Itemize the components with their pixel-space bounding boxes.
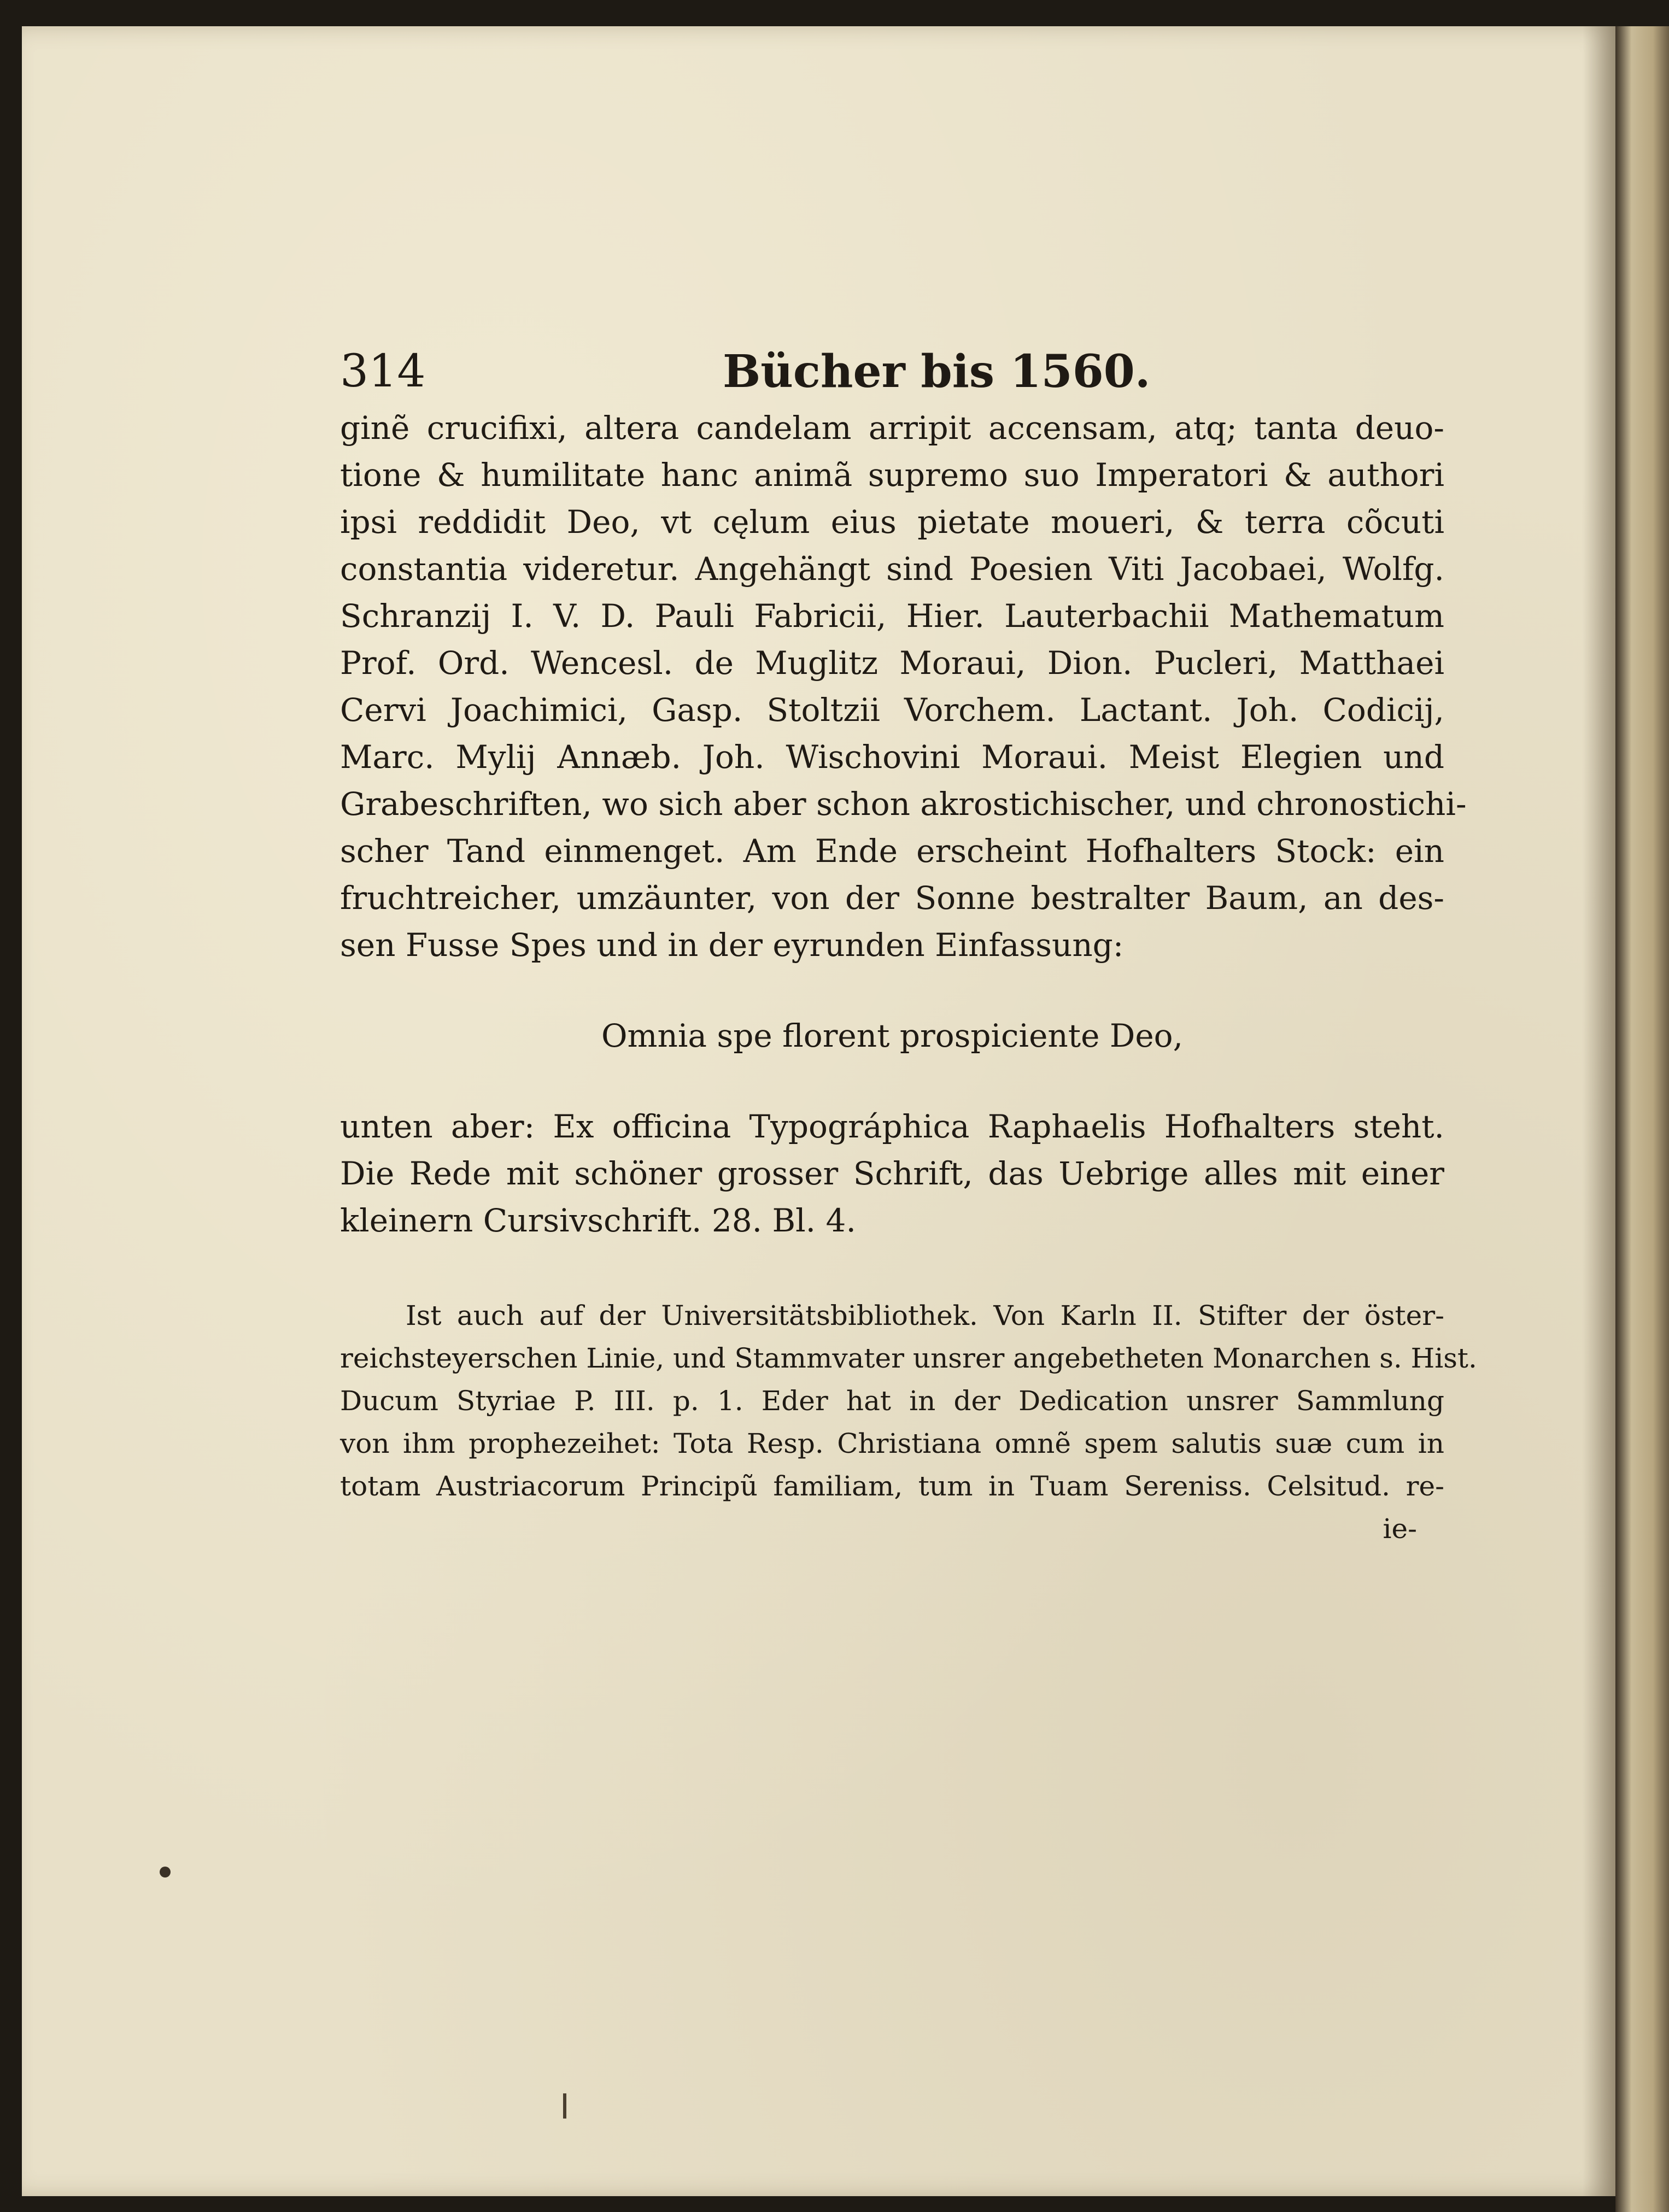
footnote-line: totam Austriacorum Principũ familiam, tum in Tuam Sereniss. Celsitud. re- — [340, 1470, 1444, 1502]
text-line: scher Tand einmenget. Am Ende erscheint Hofhalters Stock: ein — [340, 832, 1444, 870]
footnote-line: Ducum Styriae P. III. p. 1. Eder hat in der Dedication unsrer Sammlung — [340, 1385, 1444, 1417]
page-number: 314 — [340, 345, 426, 397]
text-line: constantia videretur. Angehängt sind Poesien Viti Jacobaei, Wolfg. — [340, 550, 1444, 588]
main-paragraph — [340, 404, 1467, 969]
page-header — [340, 339, 1444, 404]
text-line: Marc. Mylij Annæb. Joh. Wischovini Moraui. Meist Elegien und — [340, 738, 1444, 776]
footnote-line: von ihm prophezeihet: Tota Resp. Christiana omnẽ spem salutis suæ cum in — [340, 1428, 1444, 1459]
text-line: kleinern Cursivschrift. 28. Bl. 4. — [340, 1202, 856, 1239]
ink-mark — [563, 2093, 566, 2119]
page-gutter-shadow — [1583, 26, 1615, 2196]
page-text — [340, 339, 1477, 1550]
catchword: ie- — [1383, 1513, 1417, 1545]
text-line: ginẽ crucifixi, altera candelam arripit accensam, atq; tanta deuo- — [340, 409, 1444, 447]
text-line: Grabeschriften, wo sich aber schon akrostichischer, und chronostichi- — [340, 785, 1467, 823]
text-line: fruchtreicher, umzäunter, von der Sonne bestralter Baum, an des- — [340, 879, 1444, 917]
text-line: Die Rede mit schöner grosser Schrift, das Uebrige alles mit einer — [340, 1155, 1444, 1192]
running-title: Bücher bis 1560. — [723, 345, 1151, 398]
ink-spot — [160, 1867, 171, 1877]
text-line: tione & humilitate hanc animã supremo suo Imperatori & authori — [340, 456, 1444, 494]
footnote — [340, 1294, 1477, 1550]
text-line: Prof. Ord. Wencesl. de Muglitz Moraui, Dion. Pucleri, Matthaei — [340, 644, 1444, 682]
footnote-line: reichsteyerschen Linie, und Stammvater unsrer angebetheten Monarchen s. Hist. — [340, 1342, 1477, 1374]
text-line: Schranzij I. V. D. Pauli Fabricii, Hier. Lauterbachii Mathematum — [340, 597, 1444, 635]
motto-line: Omnia spe florent prospiciente Deo, — [601, 1017, 1184, 1054]
text-line: Cervi Joachimici, Gasp. Stoltzii Vorchem. Lactant. Joh. Codicij, — [340, 691, 1444, 729]
footnote-line: Ist auch auf der Universitätsbibliothek. Von Karln II. Stifter der öster- — [406, 1300, 1444, 1331]
text-line: ipsi reddidit Deo, vt cęlum eius pietate moueri, & terra cõcuti — [340, 503, 1444, 541]
adjacent-page-edge — [1615, 26, 1669, 2212]
text-line: unten aber: Ex officina Typográphica Raphaelis Hofhalters steht. — [340, 1108, 1444, 1145]
continuation-paragraph — [340, 1103, 1444, 1244]
text-line: sen Fusse Spes und in der eyrunden Einfassung: — [340, 926, 1124, 964]
